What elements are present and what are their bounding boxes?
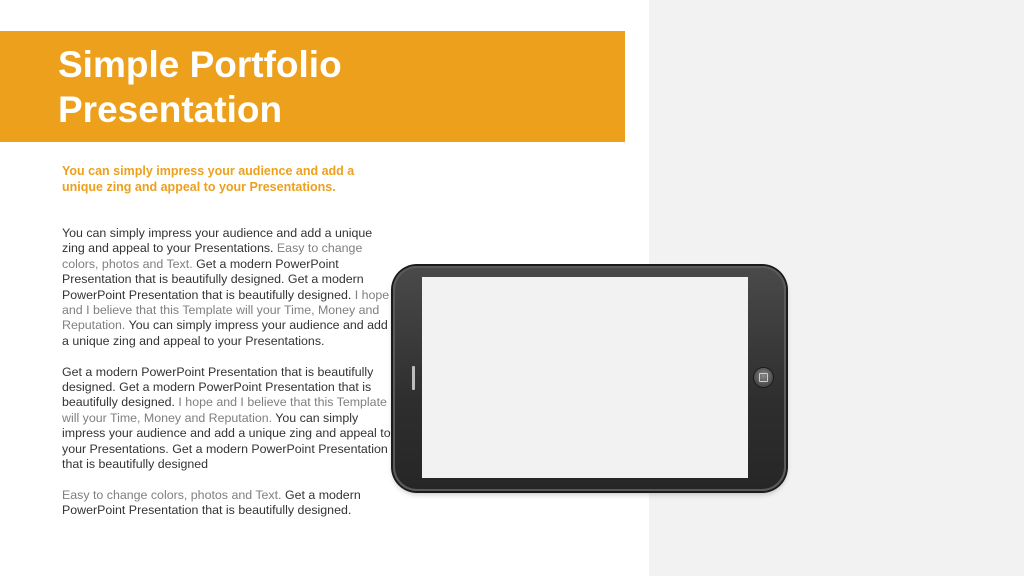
slide-title: [58, 42, 578, 132]
text-run: I hope and I believe that this Template will your Time, Money and Reputation.: [62, 287, 390, 333]
text-run: Easy to change colors, photos and Text.: [62, 241, 363, 271]
tablet-screen-placeholder: [422, 277, 748, 478]
slide-title-line-2: Presentation: [58, 89, 283, 130]
home-button-icon: [754, 368, 773, 387]
text-run: Easy to change colors, photos and Text.: [62, 487, 285, 502]
body-paragraph-3: [62, 488, 394, 519]
body-paragraph-2: [62, 365, 394, 473]
text-run: Get a modern PowerPoint Presentation that is beautifully designed. Get a modern PowerPoint Presentation that is beautifully designed.: [62, 364, 374, 410]
body-text: [62, 226, 394, 534]
body-paragraph-1: [62, 226, 394, 349]
text-run: Get a modern PowerPoint Presentation that is beautifully designed.: [62, 487, 361, 518]
slide-subtitle: You can simply impress your audience and add a unique zing and appeal to your Presentations.: [62, 164, 355, 194]
text-run: You can simply impress your audience and add a unique zing and appeal to your Presentations.: [62, 226, 373, 256]
text-run: You can simply impress your audience and add a unique zing and appeal to your Presentations.: [62, 318, 388, 348]
tablet-speaker: [412, 366, 415, 390]
text-run: I hope and I believe that this Template will your Time, Money and Reputation.: [62, 395, 387, 425]
text-run: You can simply impress your audience and add a unique zing and appeal to your Presentations. Get a modern PowerPoint Presentation that is beautifully designed: [62, 410, 391, 472]
slide-title-line-1: Simple Portfolio: [58, 44, 342, 85]
text-run: Get a modern PowerPoint Presentation that is beautifully designed. Get a modern PowerPoint Presentation that is beautifully designed.: [62, 256, 364, 302]
tablet-icon: [393, 266, 786, 491]
